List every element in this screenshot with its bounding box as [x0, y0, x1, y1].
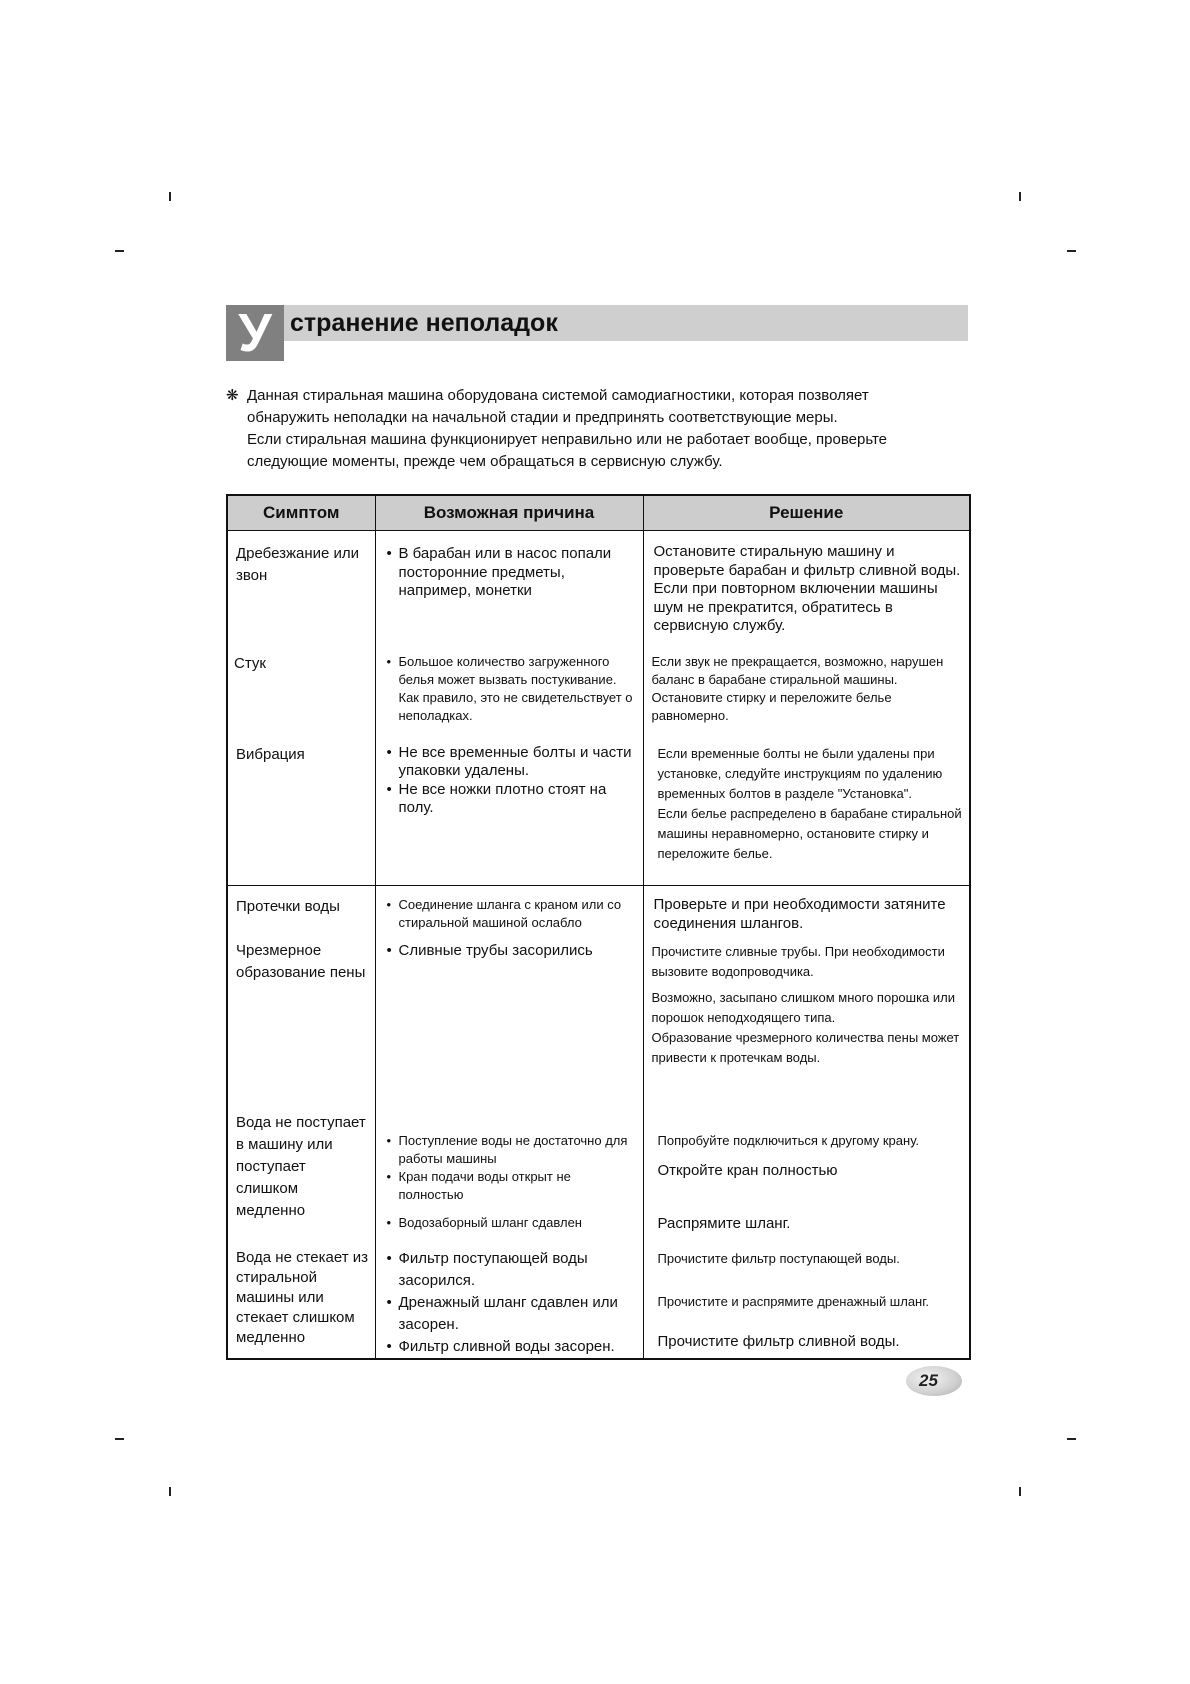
solution-text: Прочистите фильтр поступающей воды.: [657, 1250, 900, 1266]
table-row: [227, 531, 970, 643]
intro-line: обнаружить неполадки на начальной стадии и предпринять соответствующие меры.: [247, 409, 838, 426]
cause-item: • Фильтр сливной воды засорен.: [386, 1337, 615, 1355]
crop-mark: [1067, 250, 1076, 252]
symptom-cell: Чрезмерное образование пены: [236, 941, 366, 981]
asterism-icon: ❋: [226, 387, 239, 404]
title-initial-letter: У: [226, 305, 284, 361]
crop-mark: [169, 192, 171, 201]
crop-mark: [169, 1487, 171, 1496]
solution-text: Проверьте и при необходимости затяните соединения шлангов.: [653, 896, 946, 932]
crop-mark: [1067, 1438, 1076, 1440]
solution-text: Возможно, засыпано слишком много порошка или порошок неподходящего типа.: [651, 989, 956, 1025]
solution-text: Прочистите сливные трубы. При необходимости вызовите водопроводчика.: [651, 943, 945, 979]
cause-item: • Не все ножки плотно стоят на полу.: [386, 780, 607, 816]
table-row: [227, 1234, 970, 1359]
solution-text: Прочистите и распрямите дренажный шланг.: [657, 1293, 930, 1309]
solution-text: Распрямите шланг.: [657, 1215, 791, 1232]
intro-line: следующие моменты, прежде чем обращаться в сервисную службу.: [247, 453, 723, 470]
troubleshooting-table: [226, 494, 971, 1360]
table-row: [227, 886, 970, 938]
symptom-cell: Дребезжание или звон: [236, 545, 360, 584]
solution-text: Попробуйте подключиться к другому крану.: [657, 1132, 919, 1148]
table-header-row: [227, 495, 970, 531]
table-row: [227, 740, 970, 886]
cause-item: • Фильтр поступающей воды засорился.: [386, 1249, 588, 1289]
symptom-cell: Вода не поступает в машину или поступает слишком медленно: [236, 1113, 366, 1219]
symptom-cell: Протечки воды: [236, 898, 340, 915]
intro-line: Если стиральная машина функционирует неправильно или не работает вообще, проверьте: [247, 431, 888, 448]
table-row: [227, 643, 970, 740]
column-header-cause: Возможная причина: [375, 495, 643, 531]
symptom-cell: Вода не стекает из стиральной машины или стекает слишком медленно: [236, 1248, 368, 1346]
cause-item: • Кран подачи воды открыт не полностью: [386, 1168, 571, 1202]
intro-line: Данная стиральная машина оборудована системой самодиагностики, которая позволяет: [247, 387, 869, 404]
crop-mark: [1019, 192, 1021, 201]
table-row: [227, 938, 970, 1068]
column-header-symptom: Симптом: [227, 495, 375, 531]
cause-item: • Водозаборный шланг сдавлен: [386, 1214, 582, 1230]
page-title: странение неполадок: [290, 309, 558, 337]
crop-mark: [115, 1438, 124, 1440]
page-number: 25: [919, 1371, 938, 1390]
cause-item: • Большое количество загруженного белья может вызвать постукивание. Как правило, это не свидетельствует о неполадках.: [386, 653, 633, 723]
solution-text: Образование чрезмерного количества пены может привести к протечкам воды.: [651, 1029, 960, 1065]
symptom-cell: Стук: [234, 654, 266, 672]
cause-item: • Не все временные болты и части упаковки удалены.: [386, 743, 632, 779]
solution-text: Если белье распределено в барабане стиральной машины неравномерно, остановите стирку и переложите белье.: [657, 805, 962, 861]
solution-text: Если временные болты не были удалены при установке, следуйте инструкциям по удалению временных болтов в разделе "Установка".: [657, 745, 943, 801]
cause-item: • Дренажный шланг сдавлен или засорен.: [386, 1293, 618, 1333]
cause-item: • Соединение шланга с краном или со стиральной машиной ослабло: [386, 897, 622, 930]
table-row: [227, 1068, 970, 1234]
solution-text: Если звук не прекращается, возможно, нарушен баланс в барабане стиральной машины. Остановите стирку и переложите белье равномерно.: [651, 653, 944, 723]
cause-item: • Поступление воды не достаточно для работы машины: [386, 1132, 628, 1166]
crop-mark: [115, 250, 124, 252]
solution-text: Прочистите фильтр сливной воды.: [657, 1332, 900, 1350]
solution-text: Откройте кран полностью: [657, 1161, 838, 1179]
column-header-solution: Решение: [643, 495, 970, 531]
solution-text: Остановите стиральную машину и проверьте барабан и фильтр сливной воды. Если при повторном включении машины шум не прекратится, обратитесь в сервисную службу.: [653, 543, 961, 634]
page-number-badge: [906, 1366, 962, 1396]
cause-item: • В барабан или в насос попали посторонние предметы, например, монетки: [386, 545, 612, 599]
intro-note: [226, 385, 986, 473]
cause-item: • Сливные трубы засорились: [386, 941, 593, 959]
crop-mark: [1019, 1487, 1021, 1496]
symptom-cell: Вибрация: [236, 745, 305, 763]
